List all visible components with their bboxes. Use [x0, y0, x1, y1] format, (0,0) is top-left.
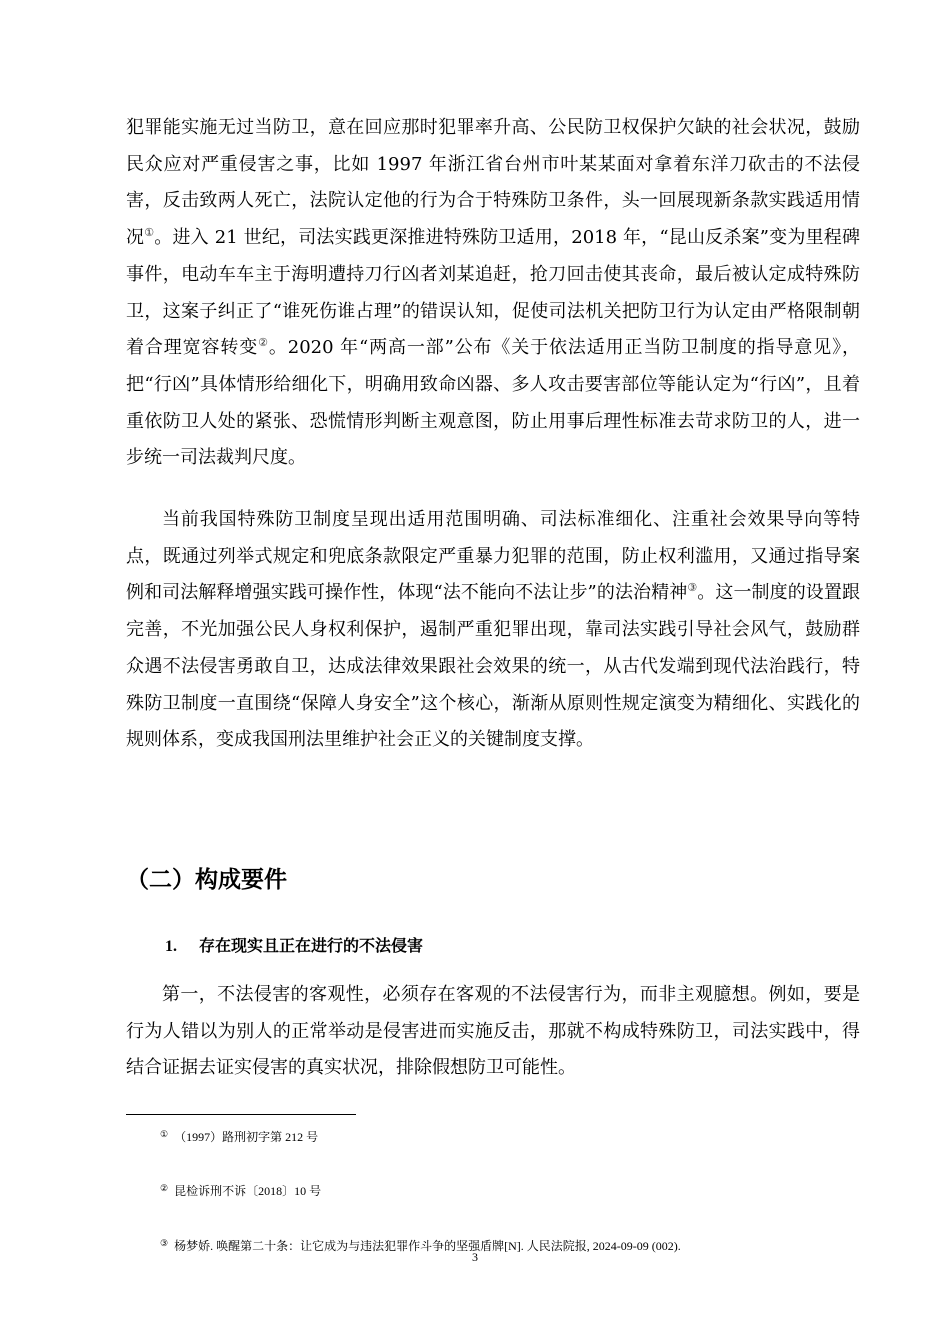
footnote-text: （1997）路刑初字第 212 号	[174, 1130, 319, 1144]
footnote-ref-2[interactable]: ②	[258, 336, 269, 350]
body-paragraph-3: 第一，不法侵害的客观性，必须存在客观的不法侵害行为，而非主观臆想。例如，要是行为人错以为别人的正常举动是侵害进而实施反击，那就不构成特殊防卫，司法实践中，得结合证据去证实侵害的真实状况，排除假想防卫可能性。	[126, 984, 860, 1079]
footnote-1	[160, 1126, 318, 1145]
footnote-mark: ②	[160, 1183, 169, 1193]
footnote-2	[160, 1180, 321, 1199]
body-paragraph-2	[126, 502, 860, 759]
paragraph-text: 当前我国特殊防卫制度呈现出适用范围明确、司法标准细化、注重社会效果导向等特点，既通过列举式规定和兜底条款限定严重暴力犯罪的范围，防止权利滥用，又通过指导案例和司法解释增强实践可操作性，体现“法不能向不法让步”的法治精神	[126, 509, 860, 604]
footnote-mark: ①	[160, 1129, 169, 1139]
body-paragraph-1	[126, 110, 860, 477]
subsection-heading	[165, 933, 423, 956]
page-number: 3	[472, 1250, 478, 1264]
subsection-number: 1.	[165, 938, 177, 955]
paragraph-text: 。这一制度的设置跟完善，不光加强公民人身权利保护，遏制严重犯罪出现，靠司法实践引导社会风气，鼓励群众遇不法侵害勇敢自卫，达成法律效果跟社会效果的统一，从古代发端到现代法治践行，特殊防卫制度一直围绕“保障人身安全”这个核心，渐渐从原则性规定演变为精细化、实践化的规则体系，变成我国刑法里维护社会正义的关键制度支撑。	[126, 582, 860, 751]
footnote-text: 杨梦娇. 唤醒第二十条：让它成为与违法犯罪作斗争的坚强盾牌[N]. 人民法院报, 2024-09-09 (002).	[174, 1239, 681, 1253]
footnote-ref-1[interactable]: ①	[144, 226, 155, 240]
paragraph-text: 犯罪能实施无过当防卫，意在回应那时犯罪率升高、公民防卫权保护欠缺的社会状况，鼓励民众应对严重侵害之事，比如 1997 年浙江省台州市叶某某面对拿着东洋刀砍击的不法侵害，反击致两人死亡，法院认定他的行为合于特殊防卫条件，头一回展现新条款实践适用情况	[126, 117, 860, 249]
footnote-separator	[126, 1114, 356, 1115]
footnote-mark: ③	[160, 1238, 169, 1248]
subsection-title: 存在现实且正在进行的不法侵害	[199, 936, 424, 955]
paragraph-text: 。2020 年“两高一部”公布《关于依法适用正当防卫制度的指导意见》，把“行凶”具体情形给细化下，明确用致命凶器、多人攻击要害部位等能认定为“行凶”，且着重依防卫人处的紧张、恐慌情形判断主观意图，防止用事后理性标准去苛求防卫的人，进一步统一司法裁判尺度。	[126, 337, 861, 469]
footnote-ref-3[interactable]: ③	[687, 581, 698, 595]
section-heading: （二）构成要件	[126, 867, 287, 893]
paragraph-text: 。进入 21 世纪，司法实践更深推进特殊防卫适用，2018 年，“昆山反杀案”变为里程碑事件，电动车车主于海明遭持刀行凶者刘某追赶，抢刀回击使其丧命，最后被认定成特殊防卫，这案子纠正了“谁死伤谁占理”的错误认知，促使司法机关把防卫行为认定由严格限制朝着合理宽容转变	[126, 227, 860, 359]
footnote-text: 昆检诉刑不诉〔2018〕10 号	[174, 1184, 322, 1198]
